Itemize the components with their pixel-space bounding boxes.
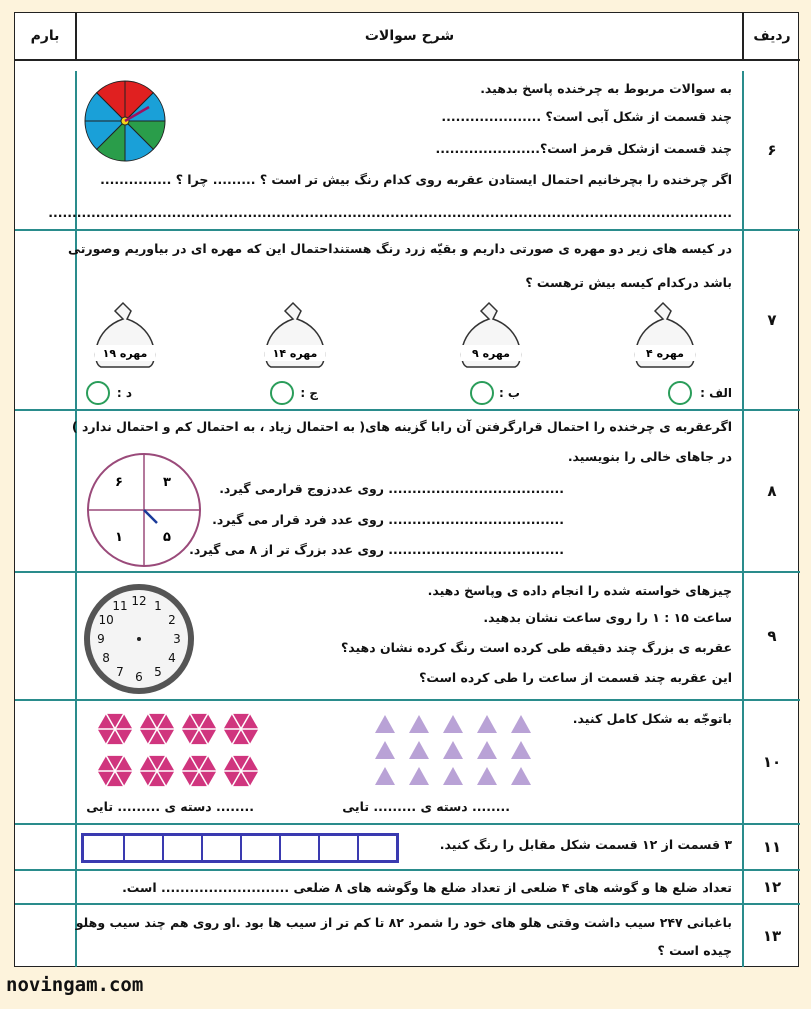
question-number: ۷ [742, 231, 800, 409]
question-row-12 [15, 871, 800, 905]
question-text: چند قسمت ازشکل قرمز است؟...................... [435, 141, 732, 156]
table-header [15, 13, 800, 61]
score-cell [15, 411, 75, 571]
hexagon-shape [223, 755, 259, 786]
triangle-shape [443, 767, 463, 785]
question-number: ۱۲ [742, 871, 800, 903]
triangle-shape [443, 715, 463, 733]
hexagon-shape [181, 755, 217, 786]
bag-label: ۹ مهره [472, 347, 510, 360]
question-text: اگرعقربه ی چرخنده را احتمال قرارگرفتن آن رابا گزینه های( به احتمال زیاد ، به احتمال کم و احتمال ندارد ) [71, 419, 732, 434]
question-body [48, 71, 742, 229]
fraction-boxes[interactable] [81, 833, 399, 863]
question-body [75, 871, 742, 903]
triangle-shapes [375, 715, 531, 785]
question-text: چند قسمت از شکل آبی است؟ ..................... [441, 109, 732, 124]
question-number: ۹ [742, 573, 800, 699]
number-spinner [83, 451, 205, 569]
question-body [71, 411, 742, 571]
exam-sheet [14, 12, 799, 967]
triangle-shape [511, 715, 531, 733]
clock-number: 10 [98, 613, 114, 627]
score-cell [15, 231, 75, 409]
question-row-7 [15, 231, 800, 411]
triangle-shape [375, 767, 395, 785]
hexagons-figure [95, 709, 265, 791]
score-cell [15, 71, 75, 229]
spinner-number: ۶ [115, 475, 123, 490]
question-number: ۶ [742, 71, 800, 229]
header-score-col: بارم [30, 28, 60, 44]
question-text: این عقربه چند قسمت از ساعت را طی کرده است؟ [419, 670, 732, 685]
spinner-number: ۵ [163, 530, 171, 545]
answer-circle[interactable] [668, 381, 692, 405]
question-row-11 [15, 825, 800, 871]
question-text: باشد درکدام کیسه بیش ترهست ؟ [525, 275, 732, 290]
score-cell [15, 871, 75, 903]
triangle-shape [477, 767, 497, 785]
question-body [75, 825, 742, 869]
answer-circle[interactable] [270, 381, 294, 405]
question-text: ساعت ۱۵ : ۱ را روی ساعت نشان بدهید. [483, 610, 732, 625]
answer-line: ................................................................................................................................................ [48, 205, 732, 220]
question-row-9 [15, 573, 800, 701]
triangle-shape [409, 767, 429, 785]
clock-number: 12 [131, 594, 147, 608]
triangle-shape [511, 767, 531, 785]
header-row-col: ردیف [742, 13, 800, 59]
triangle-shape [409, 741, 429, 759]
question-text: اگر چرخنده را بچرخانیم احتمال ایستادن عقربه روی کدام رنگ بیش تر است ؟ ......... چرا ؟ ............... [100, 172, 732, 187]
question-text: ..................................... روی عدد بزرگ تر از ۸ می گیرد. [189, 542, 564, 557]
bag-label: ۱۹ مهره [102, 347, 148, 360]
bags-illustration [77, 301, 744, 371]
option-label: ج : [300, 386, 318, 400]
question-text: ..................................... روی عددزوج قرارمی گیرد. [219, 481, 564, 496]
score-cell [15, 825, 75, 869]
bag-label: ۱۴ مهره [272, 347, 318, 360]
option-label: د : [116, 386, 132, 400]
question-text: در کیسه های زیر دو مهره ی صورتی داریم و بقیّه زرد رنگ هستنداحتمال این که مهره ای در بیاوریم وصورتی [68, 241, 732, 256]
clock-number: 11 [112, 599, 128, 614]
question-text: تعداد ضلع ها و گوشه های ۴ ضلعی از تعداد ضلع ها وگوشه های ۸ ضلعی ........................... است. [122, 880, 732, 895]
clock-number: 6 [135, 670, 143, 684]
triangle-shape [477, 715, 497, 733]
answer-circle[interactable] [86, 381, 110, 405]
hexagon-shape [139, 755, 175, 786]
question-body [68, 231, 742, 409]
question-text: ..................................... روی عدد فرد قرار می گیرد. [212, 512, 564, 527]
answer-circle[interactable] [470, 381, 494, 405]
question-text: چیزهای خواسته شده را انجام داده ی وپاسخ دهید. [427, 583, 732, 598]
spinner-number: ۱ [115, 530, 123, 545]
site-watermark: novingam.com [6, 974, 144, 996]
hexagon-shape [223, 713, 259, 744]
option-label: الف : [700, 386, 732, 400]
clock-number: 3 [173, 632, 181, 646]
score-cell [15, 573, 75, 699]
question-number: ۱۱ [742, 825, 800, 869]
clock-number: 8 [102, 651, 110, 665]
question-body [75, 905, 742, 967]
figure-caption: ........ دسته ی ......... تایی [86, 799, 254, 814]
question-row-8 [15, 411, 800, 573]
hexagon-shape [181, 713, 217, 744]
question-text: باغبانی ۲۴۷ سیب داشت وقتی هلو های خود را شمرد ۸۲ تا کم تر از سیب ها بود .او روی هم چند سیب وهلو [75, 915, 732, 930]
triangle-shape [443, 741, 463, 759]
clock-number: 1 [154, 599, 162, 614]
question-body [75, 701, 742, 823]
triangle-shape [375, 741, 395, 759]
question-number: ۱۰ [742, 701, 800, 823]
question-text: به سوالات مربوط به چرخنده پاسخ بدهید. [480, 81, 732, 96]
question-row-10 [15, 701, 800, 825]
question-text: ۳ قسمت از ۱۲ قسمت شکل مقابل را رنگ کنید. [439, 837, 732, 852]
question-text: عقربه ی بزرگ چند دقیقه طی کرده است رنگ کرده نشان دهید؟ [340, 640, 732, 655]
triangle-shape [375, 715, 395, 733]
clock-face [81, 581, 197, 697]
header-desc-col: شرح سوالات [75, 13, 742, 59]
question-text: باتوجّه به شکل کامل کنید. [572, 711, 732, 726]
question-number: ۱۳ [742, 905, 800, 967]
spinner-number: ۳ [163, 475, 171, 490]
hexagon-shapes [97, 713, 259, 786]
clock-number: 7 [116, 664, 124, 679]
question-row-6 [15, 71, 800, 231]
option-label: ب : [498, 386, 520, 400]
score-cell [15, 701, 75, 823]
question-text: در جاهای خالی را بنویسید. [567, 449, 732, 464]
question-number: ۸ [742, 411, 800, 571]
question-body [75, 573, 742, 699]
question-text: چیده است ؟ [657, 943, 732, 958]
score-cell [15, 905, 75, 967]
hexagon-shape [97, 755, 133, 786]
clock-number: 5 [154, 664, 162, 679]
triangle-shape [477, 741, 497, 759]
triangles-figure [367, 711, 537, 787]
bag-label: ۴ مهره [646, 347, 684, 360]
triangle-shape [511, 741, 531, 759]
clock-number: 2 [168, 613, 176, 627]
clock-number: 9 [97, 632, 105, 646]
hexagon-shape [139, 713, 175, 744]
triangle-shape [409, 715, 429, 733]
hexagon-shape [97, 713, 133, 744]
clock-number: 4 [168, 651, 176, 665]
question-row-13 [15, 905, 800, 967]
color-spinner [83, 79, 167, 163]
figure-caption: ........ دسته ی ......... تایی [342, 799, 510, 814]
